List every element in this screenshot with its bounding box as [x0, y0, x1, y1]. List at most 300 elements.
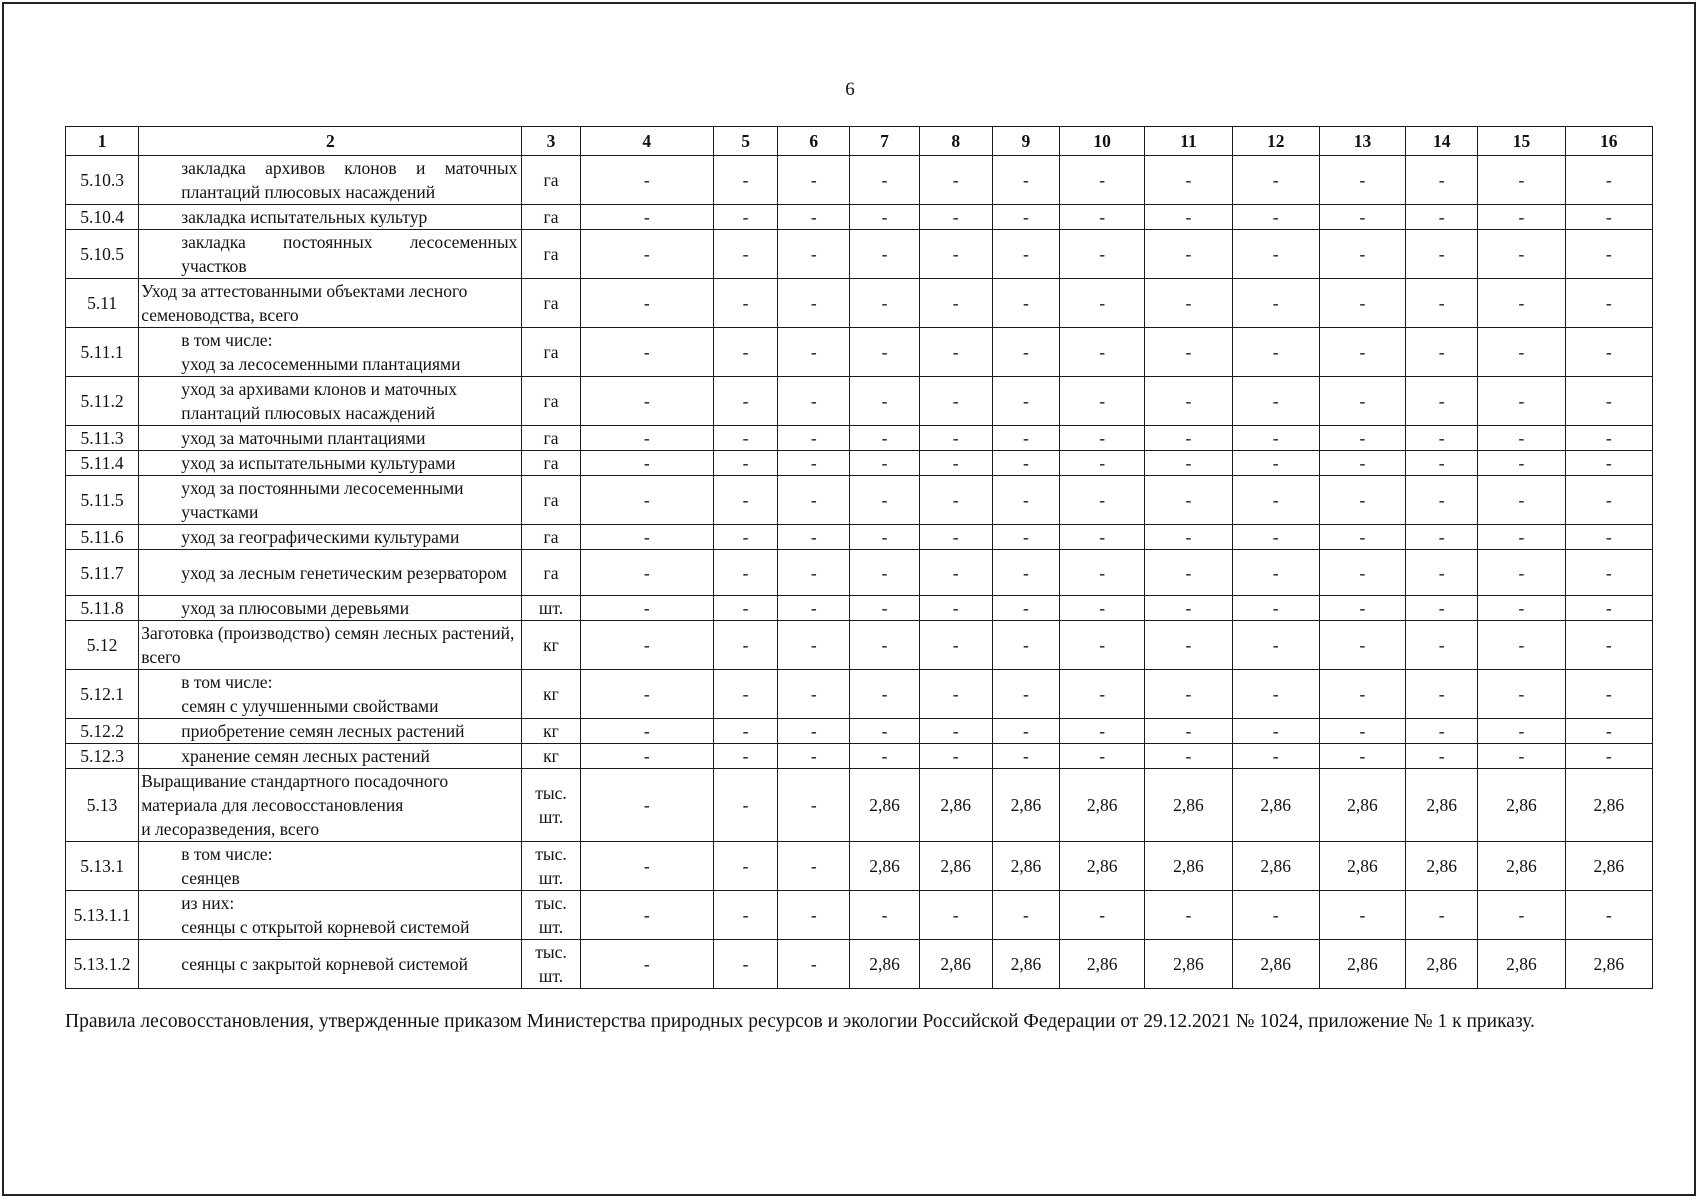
row-value: -: [1406, 621, 1478, 670]
row-value: -: [1232, 891, 1319, 940]
row-code: 5.11.4: [66, 451, 139, 476]
row-value: -: [1145, 596, 1232, 621]
row-code: 5.11.2: [66, 377, 139, 426]
column-header: 11: [1145, 127, 1232, 156]
row-value: -: [850, 451, 919, 476]
row-name: Выращивание стандартного посадочного материала для лесовосстановления и лесоразведения, всего: [139, 769, 522, 842]
row-code: 5.11.8: [66, 596, 139, 621]
row-code: 5.11: [66, 279, 139, 328]
row-value: -: [580, 230, 713, 279]
row-value: -: [714, 525, 778, 550]
row-value: -: [1565, 156, 1652, 205]
row-value: -: [992, 476, 1059, 525]
row-value: -: [1319, 279, 1405, 328]
row-value: -: [1478, 719, 1565, 744]
row-value: 2,86: [1145, 940, 1232, 989]
row-code: 5.13: [66, 769, 139, 842]
row-value: -: [1232, 621, 1319, 670]
row-unit: га: [522, 525, 580, 550]
row-value: -: [1232, 670, 1319, 719]
row-value: 2,86: [1406, 940, 1478, 989]
table-row: [66, 156, 1653, 205]
row-value: -: [714, 940, 778, 989]
row-value: -: [850, 476, 919, 525]
row-value: -: [1060, 279, 1145, 328]
row-unit: кг: [522, 719, 580, 744]
row-value: -: [1060, 670, 1145, 719]
row-value: -: [580, 769, 713, 842]
row-value: -: [714, 156, 778, 205]
row-value: -: [1565, 205, 1652, 230]
row-value: -: [1406, 156, 1478, 205]
row-value: -: [919, 596, 992, 621]
row-name: уход за маточными плантациями: [139, 426, 522, 451]
row-value: -: [1145, 476, 1232, 525]
row-value: -: [714, 842, 778, 891]
row-value: -: [778, 769, 850, 842]
row-value: -: [1406, 279, 1478, 328]
row-value: -: [1565, 891, 1652, 940]
row-value: 2,86: [919, 842, 992, 891]
row-name: уход за лесным генетическим резерватором: [139, 550, 522, 596]
row-value: -: [1565, 744, 1652, 769]
row-value: -: [992, 279, 1059, 328]
row-value: -: [1478, 550, 1565, 596]
table-row: [66, 744, 1653, 769]
row-value: -: [778, 230, 850, 279]
row-value: 2,86: [1232, 842, 1319, 891]
row-value: -: [1406, 451, 1478, 476]
column-header: 10: [1060, 127, 1145, 156]
row-value: -: [1232, 476, 1319, 525]
row-value: -: [580, 596, 713, 621]
row-value: -: [850, 744, 919, 769]
row-name: уход за географическими культурами: [139, 525, 522, 550]
row-value: -: [1232, 156, 1319, 205]
row-value: -: [850, 328, 919, 377]
row-value: -: [1478, 891, 1565, 940]
row-code: 5.11.5: [66, 476, 139, 525]
row-value: -: [1145, 377, 1232, 426]
row-value: -: [1478, 205, 1565, 230]
row-value: -: [1478, 670, 1565, 719]
row-value: -: [992, 377, 1059, 426]
row-value: -: [919, 156, 992, 205]
row-value: -: [1319, 426, 1405, 451]
row-value: -: [714, 328, 778, 377]
row-value: -: [714, 279, 778, 328]
row-code: 5.13.1.1: [66, 891, 139, 940]
row-code: 5.10.3: [66, 156, 139, 205]
row-value: -: [1406, 525, 1478, 550]
row-value: -: [580, 476, 713, 525]
row-value: -: [1060, 744, 1145, 769]
row-value: -: [580, 744, 713, 769]
row-value: -: [850, 719, 919, 744]
row-value: -: [919, 891, 992, 940]
row-value: -: [1060, 426, 1145, 451]
row-value: -: [580, 670, 713, 719]
row-value: -: [1406, 596, 1478, 621]
row-value: -: [992, 205, 1059, 230]
row-unit: тыс. шт.: [522, 842, 580, 891]
row-value: -: [1478, 279, 1565, 328]
row-value: -: [1565, 670, 1652, 719]
row-name: Уход за аттестованными объектами лесного семеноводства, всего: [139, 279, 522, 328]
row-value: -: [580, 377, 713, 426]
row-value: 2,86: [1565, 940, 1652, 989]
row-value: -: [714, 377, 778, 426]
column-header: 12: [1232, 127, 1319, 156]
row-value: -: [1565, 621, 1652, 670]
row-value: -: [1232, 525, 1319, 550]
row-code: 5.12.3: [66, 744, 139, 769]
row-value: -: [1145, 550, 1232, 596]
row-value: -: [1565, 279, 1652, 328]
row-value: -: [714, 891, 778, 940]
row-value: 2,86: [850, 842, 919, 891]
row-value: -: [919, 621, 992, 670]
row-value: 2,86: [1060, 769, 1145, 842]
row-code: 5.11.7: [66, 550, 139, 596]
row-unit: шт.: [522, 596, 580, 621]
row-value: -: [1565, 426, 1652, 451]
row-name: уход за плюсовыми деревьями: [139, 596, 522, 621]
row-value: -: [850, 670, 919, 719]
row-value: -: [919, 279, 992, 328]
row-value: -: [1478, 476, 1565, 525]
column-header: 16: [1565, 127, 1652, 156]
table-row: [66, 377, 1653, 426]
row-value: -: [992, 328, 1059, 377]
row-value: -: [1145, 279, 1232, 328]
row-value: -: [714, 596, 778, 621]
row-value: -: [580, 550, 713, 596]
row-value: -: [1478, 156, 1565, 205]
row-value: -: [1060, 230, 1145, 279]
row-value: 2,86: [1406, 769, 1478, 842]
row-value: 2,86: [1478, 769, 1565, 842]
row-value: -: [1060, 525, 1145, 550]
row-unit: га: [522, 205, 580, 230]
row-value: -: [992, 525, 1059, 550]
row-value: -: [992, 621, 1059, 670]
table-row: [66, 476, 1653, 525]
table-row: [66, 891, 1653, 940]
row-unit: га: [522, 377, 580, 426]
row-value: -: [1060, 596, 1145, 621]
row-value: -: [778, 842, 850, 891]
row-code: 5.12.1: [66, 670, 139, 719]
column-header: 5: [714, 127, 778, 156]
row-value: -: [1145, 719, 1232, 744]
column-header: 6: [778, 127, 850, 156]
row-name: сеянцы с закрытой корневой системой: [139, 940, 522, 989]
row-value: -: [1145, 525, 1232, 550]
row-value: -: [778, 328, 850, 377]
row-value: -: [714, 426, 778, 451]
row-value: -: [1478, 451, 1565, 476]
row-value: 2,86: [1406, 842, 1478, 891]
row-value: -: [1406, 550, 1478, 596]
row-value: -: [1232, 596, 1319, 621]
row-value: -: [1232, 426, 1319, 451]
row-value: -: [580, 328, 713, 377]
row-value: -: [1145, 621, 1232, 670]
row-value: -: [919, 426, 992, 451]
row-value: -: [1232, 451, 1319, 476]
row-value: -: [1406, 205, 1478, 230]
row-value: 2,86: [992, 769, 1059, 842]
row-unit: тыс. шт.: [522, 769, 580, 842]
row-value: -: [1406, 377, 1478, 426]
row-value: -: [714, 451, 778, 476]
column-header: 4: [580, 127, 713, 156]
row-value: -: [1232, 230, 1319, 279]
row-name: закладка постоянных лесосеменных участков: [139, 230, 522, 279]
column-header: 3: [522, 127, 580, 156]
row-value: -: [1232, 377, 1319, 426]
row-value: -: [778, 621, 850, 670]
row-value: -: [778, 744, 850, 769]
row-value: -: [1319, 230, 1405, 279]
row-value: -: [1406, 744, 1478, 769]
row-value: -: [992, 719, 1059, 744]
row-unit: га: [522, 476, 580, 525]
data-table: [65, 126, 1653, 989]
table-row: [66, 769, 1653, 842]
row-value: -: [1060, 156, 1145, 205]
row-value: 2,86: [1060, 940, 1145, 989]
row-value: -: [778, 205, 850, 230]
row-value: -: [1232, 205, 1319, 230]
row-value: -: [1319, 744, 1405, 769]
row-value: -: [1478, 596, 1565, 621]
row-value: -: [1478, 377, 1565, 426]
row-value: 2,86: [850, 940, 919, 989]
row-name: приобретение семян лесных растений: [139, 719, 522, 744]
row-value: -: [778, 525, 850, 550]
row-unit: га: [522, 451, 580, 476]
row-value: -: [778, 891, 850, 940]
row-code: 5.13.1: [66, 842, 139, 891]
row-value: 2,86: [919, 940, 992, 989]
row-value: -: [1319, 156, 1405, 205]
row-value: -: [919, 719, 992, 744]
row-value: 2,86: [1145, 769, 1232, 842]
row-value: -: [580, 279, 713, 328]
row-value: -: [1478, 328, 1565, 377]
row-value: -: [1060, 377, 1145, 426]
row-value: 2,86: [1145, 842, 1232, 891]
row-value: -: [1565, 719, 1652, 744]
row-value: -: [850, 891, 919, 940]
row-value: -: [1145, 205, 1232, 230]
column-header: 9: [992, 127, 1059, 156]
row-value: -: [714, 719, 778, 744]
row-value: -: [714, 476, 778, 525]
row-value: -: [1565, 230, 1652, 279]
column-header: 7: [850, 127, 919, 156]
row-value: -: [1232, 279, 1319, 328]
column-header: 14: [1406, 127, 1478, 156]
row-value: -: [1406, 476, 1478, 525]
row-unit: тыс. шт.: [522, 891, 580, 940]
row-name: хранение семян лесных растений: [139, 744, 522, 769]
row-value: -: [919, 525, 992, 550]
row-unit: га: [522, 230, 580, 279]
row-value: -: [1319, 476, 1405, 525]
row-value: -: [778, 940, 850, 989]
table-row: [66, 328, 1653, 377]
row-value: -: [714, 230, 778, 279]
row-value: -: [580, 156, 713, 205]
table-row: [66, 842, 1653, 891]
row-value: -: [1145, 670, 1232, 719]
row-value: -: [850, 377, 919, 426]
row-value: 2,86: [1232, 940, 1319, 989]
row-value: -: [1232, 744, 1319, 769]
row-value: -: [1406, 670, 1478, 719]
row-value: -: [850, 230, 919, 279]
row-value: -: [1060, 621, 1145, 670]
table-row: [66, 596, 1653, 621]
row-value: 2,86: [992, 940, 1059, 989]
row-value: -: [580, 891, 713, 940]
row-unit: га: [522, 328, 580, 377]
row-unit: кг: [522, 670, 580, 719]
row-value: -: [778, 156, 850, 205]
row-value: -: [1406, 230, 1478, 279]
row-unit: кг: [522, 621, 580, 670]
row-name: в том числе: сеянцев: [139, 842, 522, 891]
row-code: 5.11.3: [66, 426, 139, 451]
row-name: уход за постоянными лесосеменными участками: [139, 476, 522, 525]
row-name: уход за испытательными культурами: [139, 451, 522, 476]
row-value: -: [778, 719, 850, 744]
column-header: 2: [139, 127, 522, 156]
row-name: из них: сеянцы с открытой корневой системой: [139, 891, 522, 940]
row-value: -: [1478, 744, 1565, 769]
row-value: -: [919, 550, 992, 596]
row-value: -: [778, 451, 850, 476]
row-code: 5.13.1.2: [66, 940, 139, 989]
row-value: -: [1319, 377, 1405, 426]
row-value: -: [1145, 328, 1232, 377]
row-value: -: [1406, 426, 1478, 451]
row-value: -: [714, 621, 778, 670]
row-value: -: [919, 670, 992, 719]
table-row: [66, 670, 1653, 719]
row-value: -: [1232, 550, 1319, 596]
row-value: -: [1145, 744, 1232, 769]
row-value: -: [919, 205, 992, 230]
row-value: -: [1478, 426, 1565, 451]
row-value: -: [1319, 525, 1405, 550]
row-value: -: [992, 426, 1059, 451]
row-value: -: [1232, 328, 1319, 377]
row-value: -: [992, 451, 1059, 476]
row-value: -: [580, 842, 713, 891]
row-code: 5.10.5: [66, 230, 139, 279]
footnote: Правила лесовосстановления, утвержденные приказом Министерства природных ресурсов и экологии Российской Федерации от 29.12.2021 № 1024, приложение № 1 к приказу.: [65, 1011, 1535, 1032]
row-value: -: [1565, 328, 1652, 377]
row-value: -: [1319, 451, 1405, 476]
row-value: 2,86: [1478, 940, 1565, 989]
row-value: 2,86: [992, 842, 1059, 891]
row-value: 2,86: [1319, 940, 1405, 989]
row-code: 5.12.2: [66, 719, 139, 744]
row-value: -: [1406, 891, 1478, 940]
row-name: закладка архивов клонов и маточных плантаций плюсовых насаждений: [139, 156, 522, 205]
row-name: уход за архивами клонов и маточных плантаций плюсовых насаждений: [139, 377, 522, 426]
row-value: -: [850, 156, 919, 205]
row-value: -: [1319, 596, 1405, 621]
row-value: -: [1565, 451, 1652, 476]
row-value: -: [778, 476, 850, 525]
row-value: -: [1060, 476, 1145, 525]
row-value: 2,86: [919, 769, 992, 842]
row-value: -: [778, 670, 850, 719]
row-value: -: [919, 377, 992, 426]
row-value: -: [1565, 525, 1652, 550]
table-row: [66, 426, 1653, 451]
row-value: -: [850, 550, 919, 596]
row-value: -: [1232, 719, 1319, 744]
row-value: -: [992, 230, 1059, 279]
row-value: 2,86: [1478, 842, 1565, 891]
table-row: [66, 525, 1653, 550]
table-row: [66, 940, 1653, 989]
row-value: -: [1319, 550, 1405, 596]
table-row: [66, 621, 1653, 670]
column-header: 8: [919, 127, 992, 156]
row-value: 2,86: [1565, 769, 1652, 842]
row-value: -: [1478, 525, 1565, 550]
row-name: Заготовка (производство) семян лесных растений, всего: [139, 621, 522, 670]
header-row: [66, 127, 1653, 156]
row-value: 2,86: [1565, 842, 1652, 891]
row-value: -: [714, 550, 778, 596]
table-row: [66, 205, 1653, 230]
column-header: 13: [1319, 127, 1405, 156]
row-value: -: [1145, 426, 1232, 451]
row-value: -: [714, 769, 778, 842]
row-value: 2,86: [1060, 842, 1145, 891]
row-unit: га: [522, 156, 580, 205]
row-value: -: [1319, 719, 1405, 744]
row-name: в том числе: уход за лесосеменными плантациями: [139, 328, 522, 377]
page-number: 6: [845, 79, 855, 100]
row-value: -: [850, 205, 919, 230]
row-value: -: [850, 525, 919, 550]
row-value: -: [1060, 719, 1145, 744]
row-unit: га: [522, 426, 580, 451]
table-row: [66, 279, 1653, 328]
row-value: -: [1145, 891, 1232, 940]
row-value: -: [778, 596, 850, 621]
table-row: [66, 230, 1653, 279]
row-value: 2,86: [1319, 842, 1405, 891]
row-value: -: [1565, 476, 1652, 525]
row-value: -: [1060, 451, 1145, 476]
row-value: -: [778, 377, 850, 426]
row-value: -: [850, 426, 919, 451]
row-value: -: [919, 230, 992, 279]
column-header: 1: [66, 127, 139, 156]
row-value: -: [778, 426, 850, 451]
row-value: 2,86: [850, 769, 919, 842]
